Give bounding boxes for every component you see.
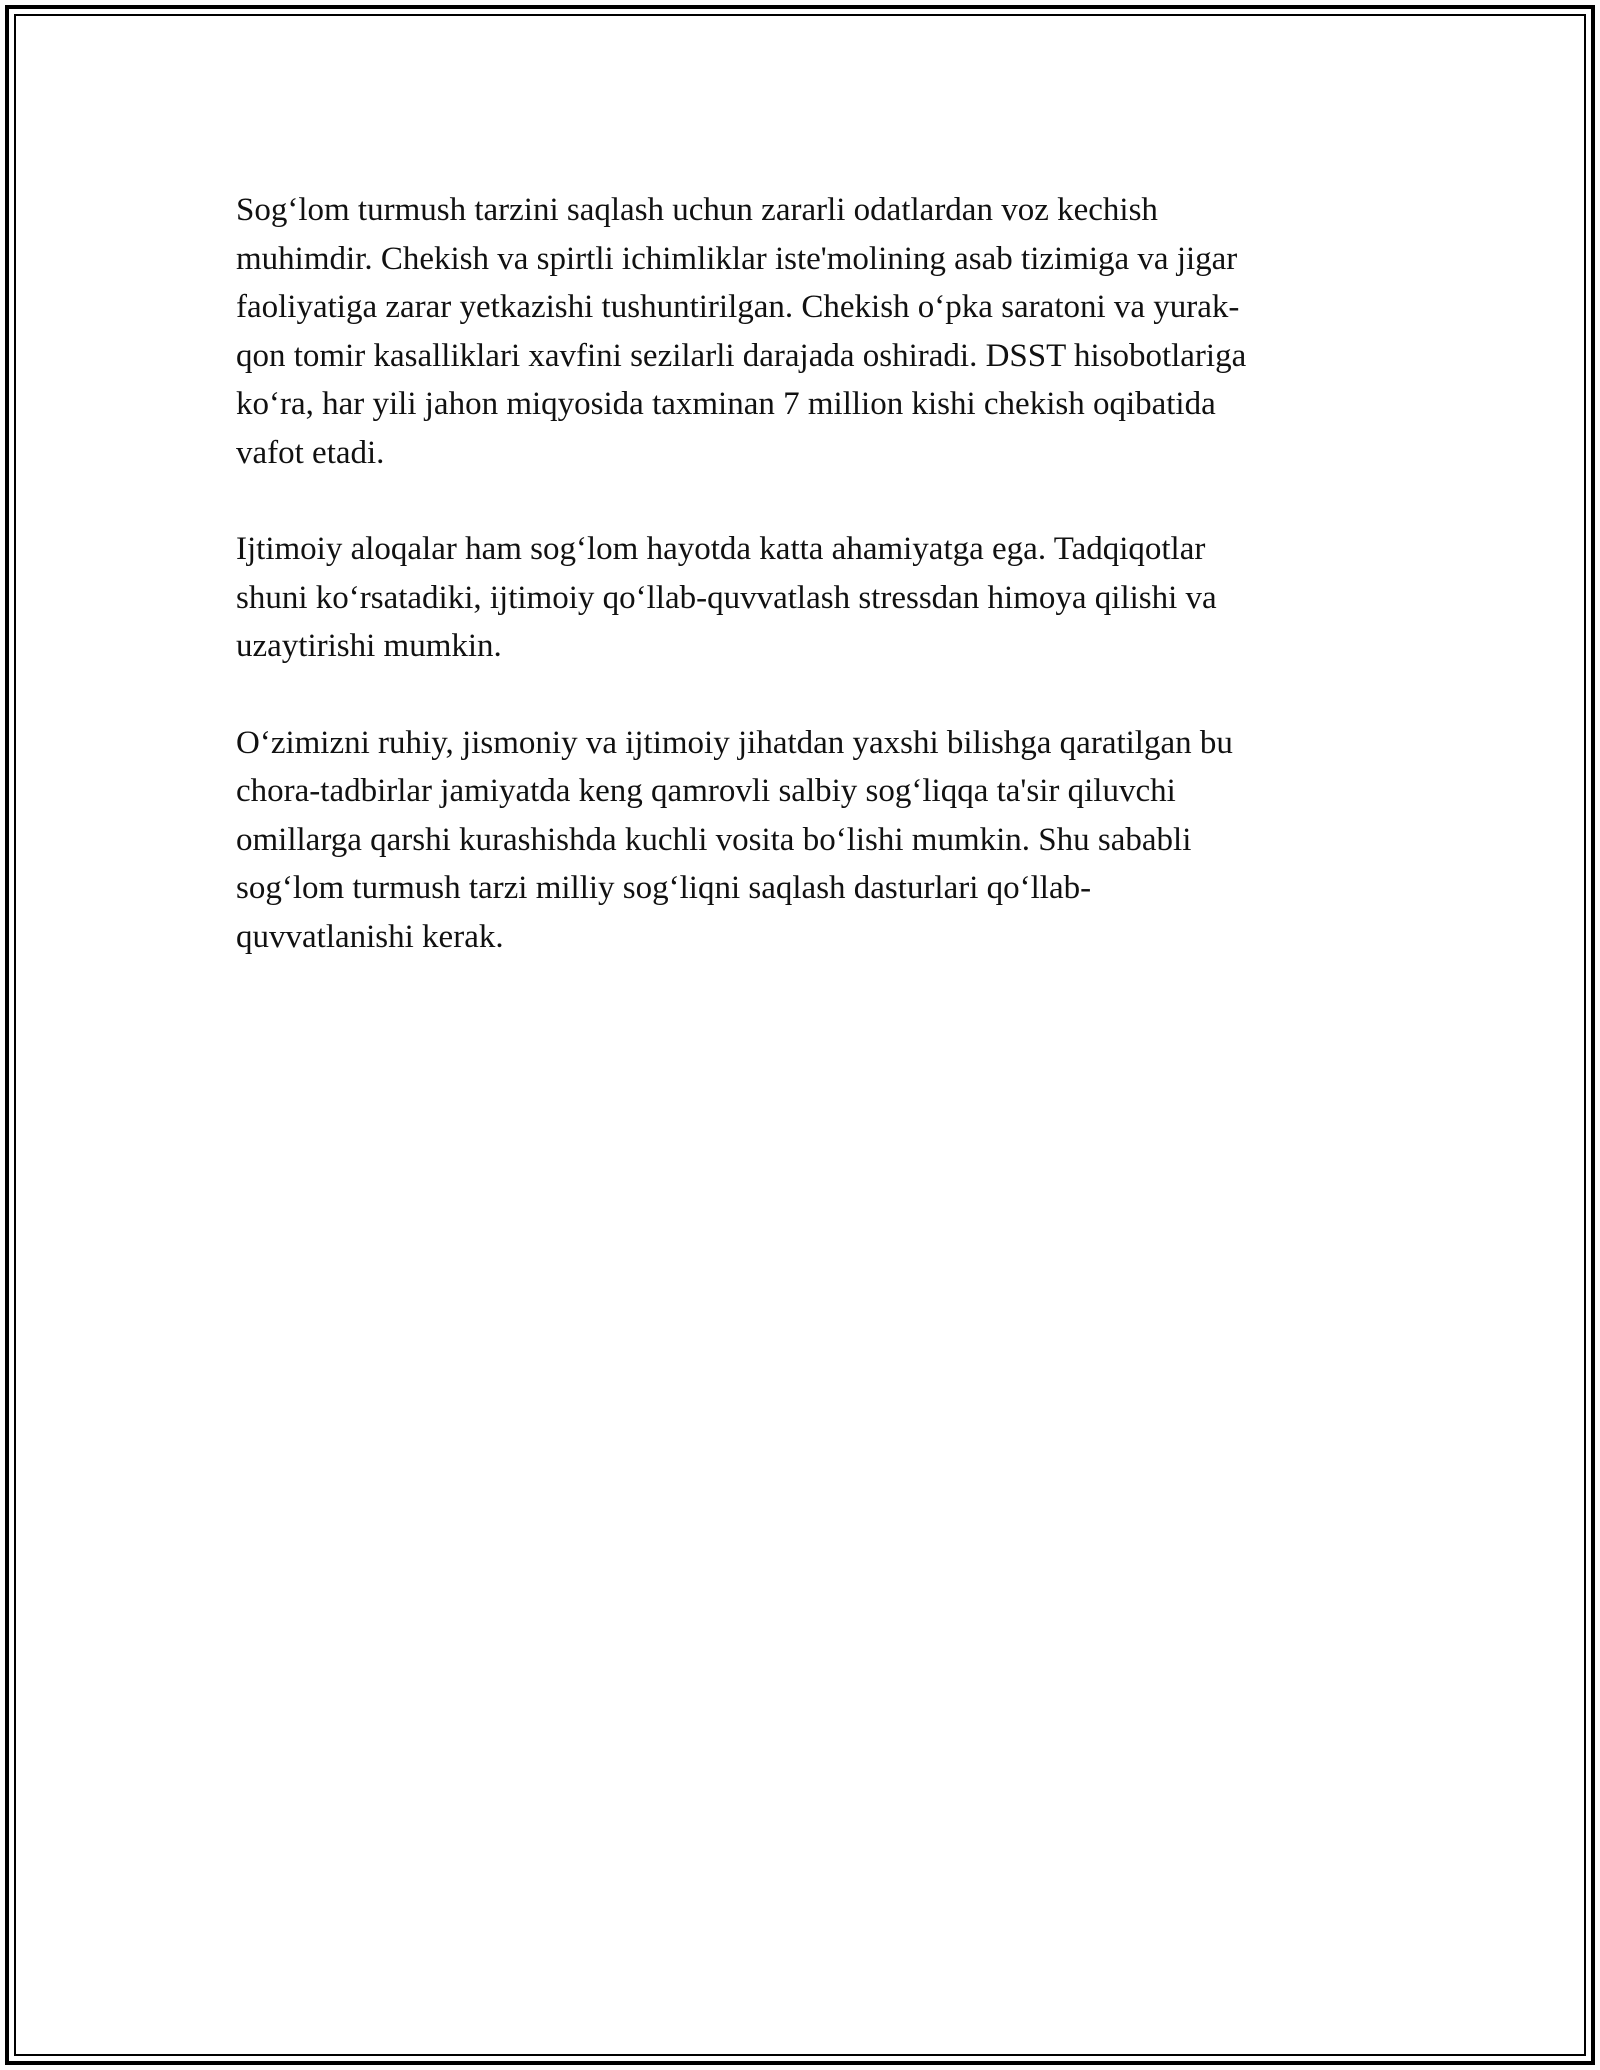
text-line: Ijtimoiy aloqalar ham sog‘lom hayotda katta ahamiyatga ega. Tadqiqotlar bbox=[236, 531, 1206, 567]
text-line: chora-tadbirlar jamiyatda keng qamrovli salbiy sog‘liqqa ta'sir qiluvchi bbox=[236, 773, 1176, 809]
text-line: faoliyatiga zarar yetkazishi tushuntirilgan. Chekish o‘pka saratoni va yurak- bbox=[236, 289, 1240, 325]
text-line: omillarga qarshi kurashishda kuchli vosita bo‘lishi mumkin. Shu sababli bbox=[236, 821, 1192, 858]
paragraph-2 bbox=[236, 525, 1364, 671]
document-body bbox=[236, 186, 1364, 1009]
text-line: O‘zimizni ruhiy, jismoniy va ijtimoiy jihatdan yaxshi bilishga qaratilgan bu bbox=[236, 724, 1233, 761]
paragraph-3 bbox=[236, 719, 1364, 962]
text-line: qon tomir kasalliklari xavfini sezilarli darajada oshiradi. DSST hisobotlariga bbox=[236, 337, 1247, 374]
text-line: sog‘lom turmush tarzi milliy sog‘liqni saqlash dasturlari qo‘llab- bbox=[236, 870, 1092, 906]
text-line: vafot etadi. bbox=[236, 434, 385, 471]
text-line: muhimdir. Chekish va spirtli ichimliklar iste'molining asab tizimiga va jigar bbox=[236, 240, 1238, 277]
paragraph-1 bbox=[236, 186, 1364, 477]
text-line: shuni ko‘rsatadiki, ijtimoiy qo‘llab-quvvatlash stressdan himoya qilishi va bbox=[236, 579, 1217, 616]
text-line: quvvatlanishi kerak. bbox=[236, 918, 504, 955]
text-line: Sog‘lom turmush tarzini saqlash uchun zararli odatlardan voz kechish bbox=[236, 192, 1158, 228]
text-line: ko‘ra, har yili jahon miqyosida taxminan 7 million kishi chekish oqibatida bbox=[236, 386, 1216, 422]
text-line: uzaytirishi mumkin. bbox=[236, 628, 502, 664]
